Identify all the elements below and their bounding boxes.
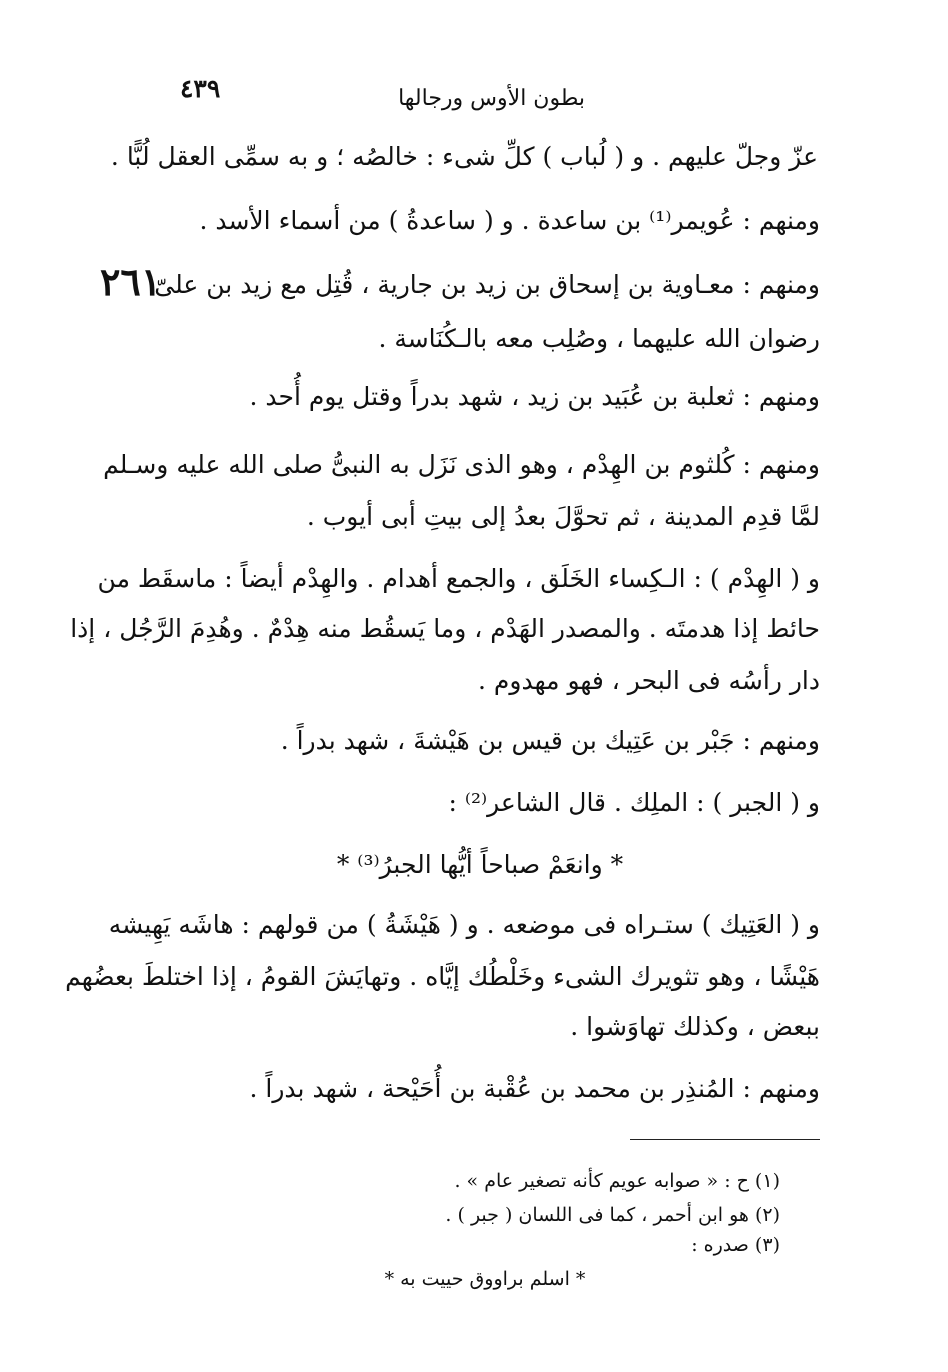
body-line: دار رأسُه فى البحر ، فهو مهدوم .: [478, 666, 820, 695]
body-line: هَيْشًا ، وهو تثويرك الشىء وخَلْطُك إيَّاه . وتهايَشَ القومُ ، إذا اختلطَ بعضُهم: [65, 962, 820, 991]
body-line: و ( الجبر ) : الملِك . قال الشاعر⁽²⁾ :: [448, 788, 820, 817]
body-line: ومنهم : جَبْر بن عَتِيك بن قيس بن هَيْشةَ ، شهد بدراً .: [280, 726, 820, 755]
body-line: ببعض ، وكذلك تهاوَشوا .: [570, 1012, 820, 1041]
footnote-separator: [630, 1139, 820, 1140]
running-header-title: بطون الأوس ورجالها: [398, 86, 585, 111]
body-line: و ( العَتِيك ) ستـراه فى موضعه . و ( هَيْشَةُ ) من قولهم : هاشَه يَهِيشه: [108, 910, 820, 939]
body-line: و ( الهِدْم ) : الـكِساء الخَلَق ، والجمع أهدام . والهِدْم أيضاً : ماسقَط من: [97, 564, 820, 593]
body-line: لمَّا قدِم المدينة ، ثم تحوَّلَ بعدُ إلى بيتِ أبى أيوب .: [306, 502, 820, 531]
body-line: ومنهم : المُنذِر بن محمد بن عُقْبة بن أُحَيْحة ، شهد بدراً .: [249, 1074, 820, 1103]
margin-reference-number: ٢٦١: [100, 259, 162, 304]
body-line: عزّ وجلّ عليهم . و ( لُباب ) كلِّ شىء : خالصُه ؛ و به سمِّى العقل لُبًّا .: [110, 142, 818, 171]
footnote-verse: * اسلم براووق حييت به *: [384, 1268, 586, 1290]
body-line: ومنهم : معـاوية بن إسحاق بن زيد بن جارية ، قُتِل مع زيد بن علىّ: [154, 270, 820, 299]
body-line: ومنهم : كُلثوم بن الهِدْم ، وهو الذى نَزَل به النبىُّ صلى الله عليه وسـلم: [103, 450, 820, 479]
body-line: حائط إذا هدمتَه . والمصدر الهَدْم ، وما يَسقُط منه هِدْمٌ . وهُدِمَ الرَّجُل ، إذا: [70, 614, 820, 643]
footnote: (٢) هو ابن أحمر ، كما فى اللسان ( جبر ) .: [445, 1204, 780, 1226]
body-line: ومنهم : ثعلبة بن عُبَيد بن زيد ، شهد بدراً وقتل يوم أُحد .: [249, 382, 820, 411]
footnote: (٣) صدره :: [691, 1234, 780, 1256]
body-line: رضوان الله عليهما ، وصُلِب معه بالـكُنَاسة .: [378, 324, 820, 353]
footnote: (١) ح : « صوابه عويم كأنه تصغير عام » .: [454, 1170, 780, 1192]
page-number: ٤٣٩: [180, 74, 221, 103]
poetry-verse: * وانعَمْ صباحاً أيُّها الجبرُ⁽³⁾ *: [336, 850, 624, 879]
body-line: ومنهم : عُويمر⁽¹⁾ بن ساعدة . و ( ساعدةُ ) من أسماء الأسد .: [199, 206, 820, 235]
